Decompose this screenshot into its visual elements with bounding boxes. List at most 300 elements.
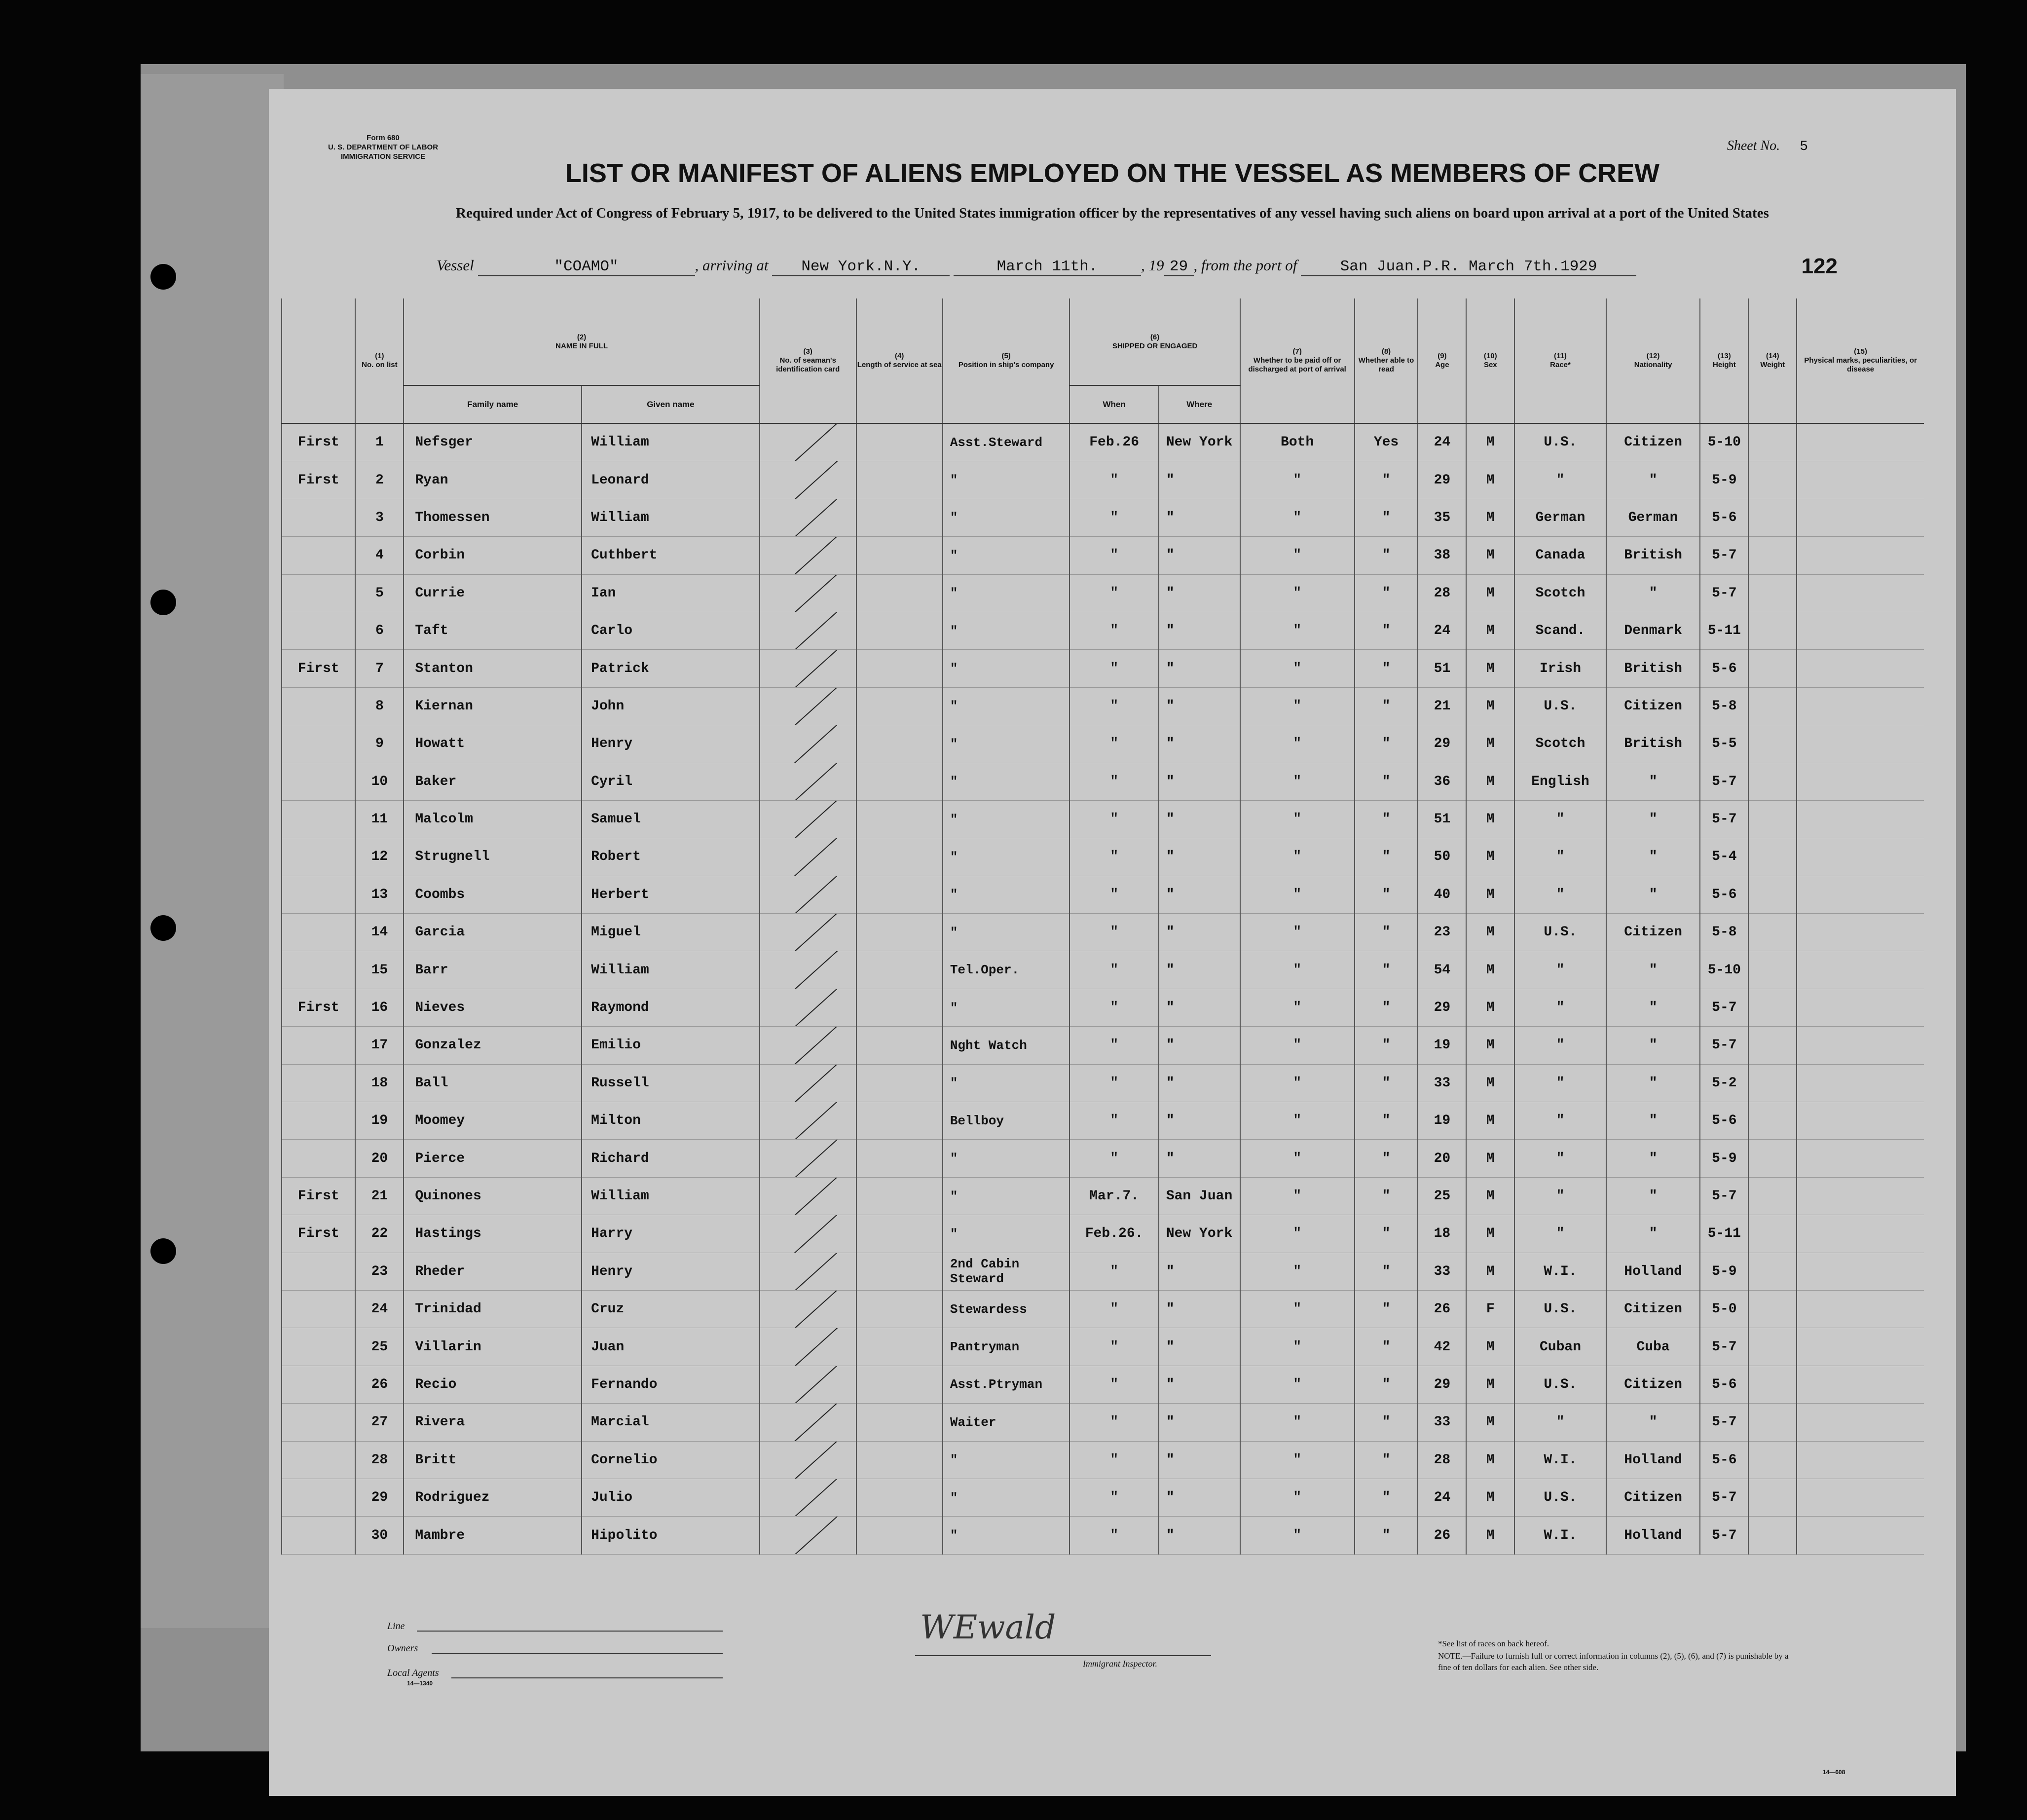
header-id-card: (3) No. of seaman's identification card [760,298,856,423]
shipped-where: " [1159,763,1240,800]
able-to-read: " [1355,650,1418,687]
service-length [856,1366,943,1403]
physical-marks [1797,1177,1924,1215]
age: 29 [1418,1366,1466,1403]
arrival-year: 29 [1164,258,1194,276]
race: " [1514,1064,1606,1102]
able-to-read: " [1355,499,1418,536]
service-length [856,876,943,913]
row-number: 8 [355,687,404,725]
weight [1748,989,1797,1026]
given-name: Harry [582,1215,760,1253]
nationality: British [1606,650,1700,687]
check-mark [785,1253,841,1290]
race: " [1514,461,1606,499]
able-to-read: " [1355,838,1418,876]
age: 24 [1418,612,1466,649]
position: Tel.Oper. [943,951,1070,989]
shipped-where: " [1159,876,1240,913]
header-service: (4) Length of service at sea [856,298,943,423]
department-name: U. S. DEPARTMENT OF LABOR [328,143,439,151]
row-number: 28 [355,1441,404,1479]
header-paid-off: (7) Whether to be paid off or discharged at port of arrival [1240,298,1355,423]
able-to-read: " [1355,1253,1418,1290]
manifest-footer [323,1608,1902,1781]
year-prefix: , 19 [1141,257,1164,274]
shipped-where: " [1159,1027,1240,1064]
height: 5-9 [1700,461,1748,499]
position: " [943,1064,1070,1102]
service-length [856,1027,943,1064]
table-row [282,989,1924,1026]
header-race: (11) Race* [1514,298,1606,423]
family-name: Recio [404,1366,582,1403]
height: 5-7 [1700,1177,1748,1215]
position: Asst.Ptryman [943,1366,1070,1403]
row-number: 3 [355,499,404,536]
check-mark [785,1290,841,1328]
check-mark [785,461,841,499]
vessel-name: "COAMO" [478,258,695,276]
height: 5-10 [1700,951,1748,989]
shipped-where: " [1159,1479,1240,1516]
weight [1748,1517,1797,1554]
table-row [282,1140,1924,1177]
row-note: First [282,423,355,461]
shipped-when: Feb.26 [1069,423,1158,461]
check-mark [785,1215,841,1253]
age: 51 [1418,800,1466,838]
row-number: 7 [355,650,404,687]
race: " [1514,951,1606,989]
punch-hole [150,590,176,615]
weight [1748,876,1797,913]
given-name: Raymond [582,989,760,1026]
position: 2nd Cabin Steward [943,1253,1070,1290]
service-length [856,914,943,951]
id-card-check [760,1479,856,1516]
race: U.S. [1514,1366,1606,1403]
shipped-where: New York [1159,1215,1240,1253]
given-name: Samuel [582,800,760,838]
table-row [282,423,1924,461]
service-length [856,725,943,763]
given-name: Henry [582,1253,760,1290]
id-card-check [760,687,856,725]
race: U.S. [1514,1290,1606,1328]
physical-marks [1797,951,1924,989]
shipped-when: Feb.26. [1069,1215,1158,1253]
row-note [282,1479,355,1516]
nationality: " [1606,1177,1700,1215]
height: 5-7 [1700,800,1748,838]
header-shipped: (6) SHIPPED OR ENGAGED [1069,298,1240,385]
position: " [943,725,1070,763]
paid-off: " [1240,1064,1355,1102]
physical-marks [1797,1479,1924,1516]
given-name: Herbert [582,876,760,913]
race: W.I. [1514,1517,1606,1554]
weight [1748,1404,1797,1441]
paid-off: " [1240,1517,1355,1554]
given-name: William [582,499,760,536]
race-note: *See list of races on back hereof. [1438,1639,1549,1648]
race: U.S. [1514,423,1606,461]
sex: M [1466,1517,1514,1554]
row-number: 5 [355,574,404,612]
position: " [943,1177,1070,1215]
family-name: Nefsger [404,423,582,461]
sex: M [1466,725,1514,763]
page-subtitle: Required under Act of Congress of February 5, 1917, to be delivered to the United States immigration officer by the representatives of any vessel having such aliens on board upon arrival at a port of the United States [456,205,1769,221]
check-mark [785,1404,841,1441]
row-number: 29 [355,1479,404,1516]
position: " [943,763,1070,800]
check-mark [785,650,841,687]
nationality: " [1606,1027,1700,1064]
able-to-read: " [1355,687,1418,725]
family-name: Coombs [404,876,582,913]
nationality: " [1606,1404,1700,1441]
race: " [1514,876,1606,913]
position: " [943,1140,1070,1177]
race: U.S. [1514,687,1606,725]
age: 19 [1418,1027,1466,1064]
agents-form-code: 14—1340 [407,1680,433,1687]
check-mark [785,1027,841,1064]
sheet-number [1727,138,1808,154]
family-name: Taft [404,612,582,649]
id-card-check [760,1366,856,1403]
shipped-when: " [1069,1404,1158,1441]
row-note [282,574,355,612]
id-card-check [760,1517,856,1554]
shipped-when: Mar.7. [1069,1177,1158,1215]
id-card-check [760,876,856,913]
weight [1748,537,1797,574]
given-name: Cuthbert [582,537,760,574]
age: 33 [1418,1064,1466,1102]
service-length [856,612,943,649]
nationality: Holland [1606,1517,1700,1554]
sheet-label: Sheet No. [1727,138,1780,153]
sex: M [1466,1253,1514,1290]
sex: M [1466,1479,1514,1516]
able-to-read: " [1355,461,1418,499]
sex: M [1466,1215,1514,1253]
check-mark [785,1140,841,1177]
row-number: 11 [355,800,404,838]
header-weight: (14) Weight [1748,298,1797,423]
row-number: 27 [355,1404,404,1441]
table-row [282,763,1924,800]
paid-off: " [1240,1404,1355,1441]
check-mark [785,989,841,1026]
row-number: 19 [355,1102,404,1140]
able-to-read: " [1355,800,1418,838]
age: 40 [1418,876,1466,913]
able-to-read: " [1355,537,1418,574]
position: " [943,499,1070,536]
position: Pantryman [943,1328,1070,1366]
physical-marks [1797,537,1924,574]
service-length [856,951,943,989]
paid-off: " [1240,800,1355,838]
sheet-value: 5 [1800,139,1808,154]
line-label: Line [387,1621,405,1632]
age: 42 [1418,1328,1466,1366]
able-to-read: " [1355,1366,1418,1403]
service-length [856,989,943,1026]
able-to-read: " [1355,951,1418,989]
sex: M [1466,989,1514,1026]
nationality: " [1606,574,1700,612]
id-card-check [760,1253,856,1290]
nationality: Holland [1606,1441,1700,1479]
sex: M [1466,951,1514,989]
row-note: First [282,1215,355,1253]
row-note [282,838,355,876]
punch-hole [150,1238,176,1264]
row-number: 21 [355,1177,404,1215]
physical-marks [1797,1215,1924,1253]
row-note [282,499,355,536]
nationality: British [1606,537,1700,574]
header-sex: (10) Sex [1466,298,1514,423]
race: English [1514,763,1606,800]
table-row [282,1102,1924,1140]
paid-off: Both [1240,423,1355,461]
height: 5-9 [1700,1253,1748,1290]
weight [1748,1027,1797,1064]
race: Scotch [1514,574,1606,612]
service-length [856,461,943,499]
nationality: " [1606,876,1700,913]
service-length [856,1479,943,1516]
age: 28 [1418,574,1466,612]
paid-off: " [1240,763,1355,800]
family-name: Baker [404,763,582,800]
header-position: (5) Position in ship's company [943,298,1070,423]
weight [1748,1064,1797,1102]
race: W.I. [1514,1253,1606,1290]
physical-marks [1797,499,1924,536]
header-age: (9) Age [1418,298,1466,423]
sex: M [1466,1177,1514,1215]
nationality: " [1606,800,1700,838]
physical-marks [1797,423,1924,461]
given-name: Carlo [582,612,760,649]
weight [1748,838,1797,876]
height: 5-7 [1700,1404,1748,1441]
shipped-when: " [1069,499,1158,536]
shipped-when: " [1069,1441,1158,1479]
nationality: Denmark [1606,612,1700,649]
table-row [282,1328,1924,1366]
age: 20 [1418,1140,1466,1177]
id-card-check [760,800,856,838]
id-card-check [760,574,856,612]
age: 29 [1418,725,1466,763]
sex: M [1466,537,1514,574]
paid-off: " [1240,914,1355,951]
nationality: Citizen [1606,914,1700,951]
nationality: Citizen [1606,687,1700,725]
race: " [1514,838,1606,876]
height: 5-6 [1700,499,1748,536]
id-card-check [760,1404,856,1441]
weight [1748,1102,1797,1140]
able-to-read: " [1355,1290,1418,1328]
paid-off: " [1240,1140,1355,1177]
able-to-read: " [1355,763,1418,800]
shipped-when: " [1069,989,1158,1026]
table-row [282,612,1924,649]
height: 5-7 [1700,1479,1748,1516]
given-name: Henry [582,725,760,763]
height: 5-6 [1700,1366,1748,1403]
shipped-where: " [1159,989,1240,1026]
sex: M [1466,1441,1514,1479]
physical-marks [1797,1290,1924,1328]
given-name: Cruz [582,1290,760,1328]
given-name: William [582,1177,760,1215]
given-name: William [582,951,760,989]
table-row [282,461,1924,499]
check-mark [785,1366,841,1403]
sex: F [1466,1290,1514,1328]
family-name: Rivera [404,1404,582,1441]
given-name: Cyril [582,763,760,800]
nationality: " [1606,1140,1700,1177]
nationality: " [1606,461,1700,499]
height: 5-8 [1700,687,1748,725]
header-no: (1) No. on list [355,298,404,423]
paid-off: " [1240,951,1355,989]
physical-marks [1797,1441,1924,1479]
family-name: Nieves [404,989,582,1026]
position: " [943,687,1070,725]
shipped-when: " [1069,650,1158,687]
physical-marks [1797,1027,1924,1064]
race: Scotch [1514,725,1606,763]
shipped-when: " [1069,876,1158,913]
check-mark [785,876,841,913]
paid-off: " [1240,1479,1355,1516]
weight [1748,951,1797,989]
able-to-read: " [1355,1328,1418,1366]
row-note [282,725,355,763]
weight [1748,1366,1797,1403]
weight [1748,461,1797,499]
sex: M [1466,650,1514,687]
shipped-when: " [1069,914,1158,951]
row-note [282,687,355,725]
shipped-where: " [1159,1328,1240,1366]
physical-marks [1797,1102,1924,1140]
sex: M [1466,838,1514,876]
service-length [856,1253,943,1290]
race: German [1514,499,1606,536]
weight [1748,1215,1797,1253]
able-to-read: Yes [1355,423,1418,461]
sex: M [1466,612,1514,649]
check-mark [785,1479,841,1516]
shipped-when: " [1069,687,1158,725]
family-name: Gonzalez [404,1027,582,1064]
table-row [282,951,1924,989]
row-number: 24 [355,1290,404,1328]
physical-marks [1797,1253,1924,1290]
row-number: 1 [355,423,404,461]
height: 5-7 [1700,1027,1748,1064]
check-mark [785,951,841,989]
race: " [1514,1404,1606,1441]
family-name: Mambre [404,1517,582,1554]
nationality: British [1606,725,1700,763]
shipped-where: " [1159,1404,1240,1441]
shipped-when: " [1069,537,1158,574]
weight [1748,650,1797,687]
paid-off: " [1240,1328,1355,1366]
given-name: Julio [582,1479,760,1516]
sex: M [1466,1328,1514,1366]
race: U.S. [1514,914,1606,951]
age: 33 [1418,1404,1466,1441]
sex: M [1466,1404,1514,1441]
table-row [282,687,1924,725]
age: 25 [1418,1177,1466,1215]
age: 21 [1418,687,1466,725]
id-card-check [760,423,856,461]
given-name: Emilio [582,1027,760,1064]
id-card-check [760,1441,856,1479]
table-row [282,800,1924,838]
table-row [282,499,1924,536]
position: " [943,1215,1070,1253]
shipped-where: " [1159,1441,1240,1479]
sex: M [1466,574,1514,612]
shipped-where: " [1159,800,1240,838]
family-name: Hastings [404,1215,582,1253]
header-read: (8) Whether able to read [1355,298,1418,423]
row-note [282,1441,355,1479]
age: 26 [1418,1290,1466,1328]
sex: M [1466,1064,1514,1102]
nationality: " [1606,763,1700,800]
shipped-when: " [1069,1027,1158,1064]
race: " [1514,1215,1606,1253]
age: 38 [1418,537,1466,574]
physical-marks [1797,612,1924,649]
physical-marks [1797,1517,1924,1554]
service-length [856,1064,943,1102]
shipped-where: " [1159,687,1240,725]
able-to-read: " [1355,1517,1418,1554]
height: 5-5 [1700,725,1748,763]
able-to-read: " [1355,1027,1418,1064]
given-name: Fernando [582,1366,760,1403]
weight [1748,800,1797,838]
shipped-when: " [1069,763,1158,800]
given-name: Cornelio [582,1441,760,1479]
vessel-label: Vessel [437,257,474,274]
row-note [282,1517,355,1554]
form-code [328,133,438,161]
able-to-read: " [1355,1064,1418,1102]
shipped-when: " [1069,461,1158,499]
shipped-when: " [1069,1479,1158,1516]
